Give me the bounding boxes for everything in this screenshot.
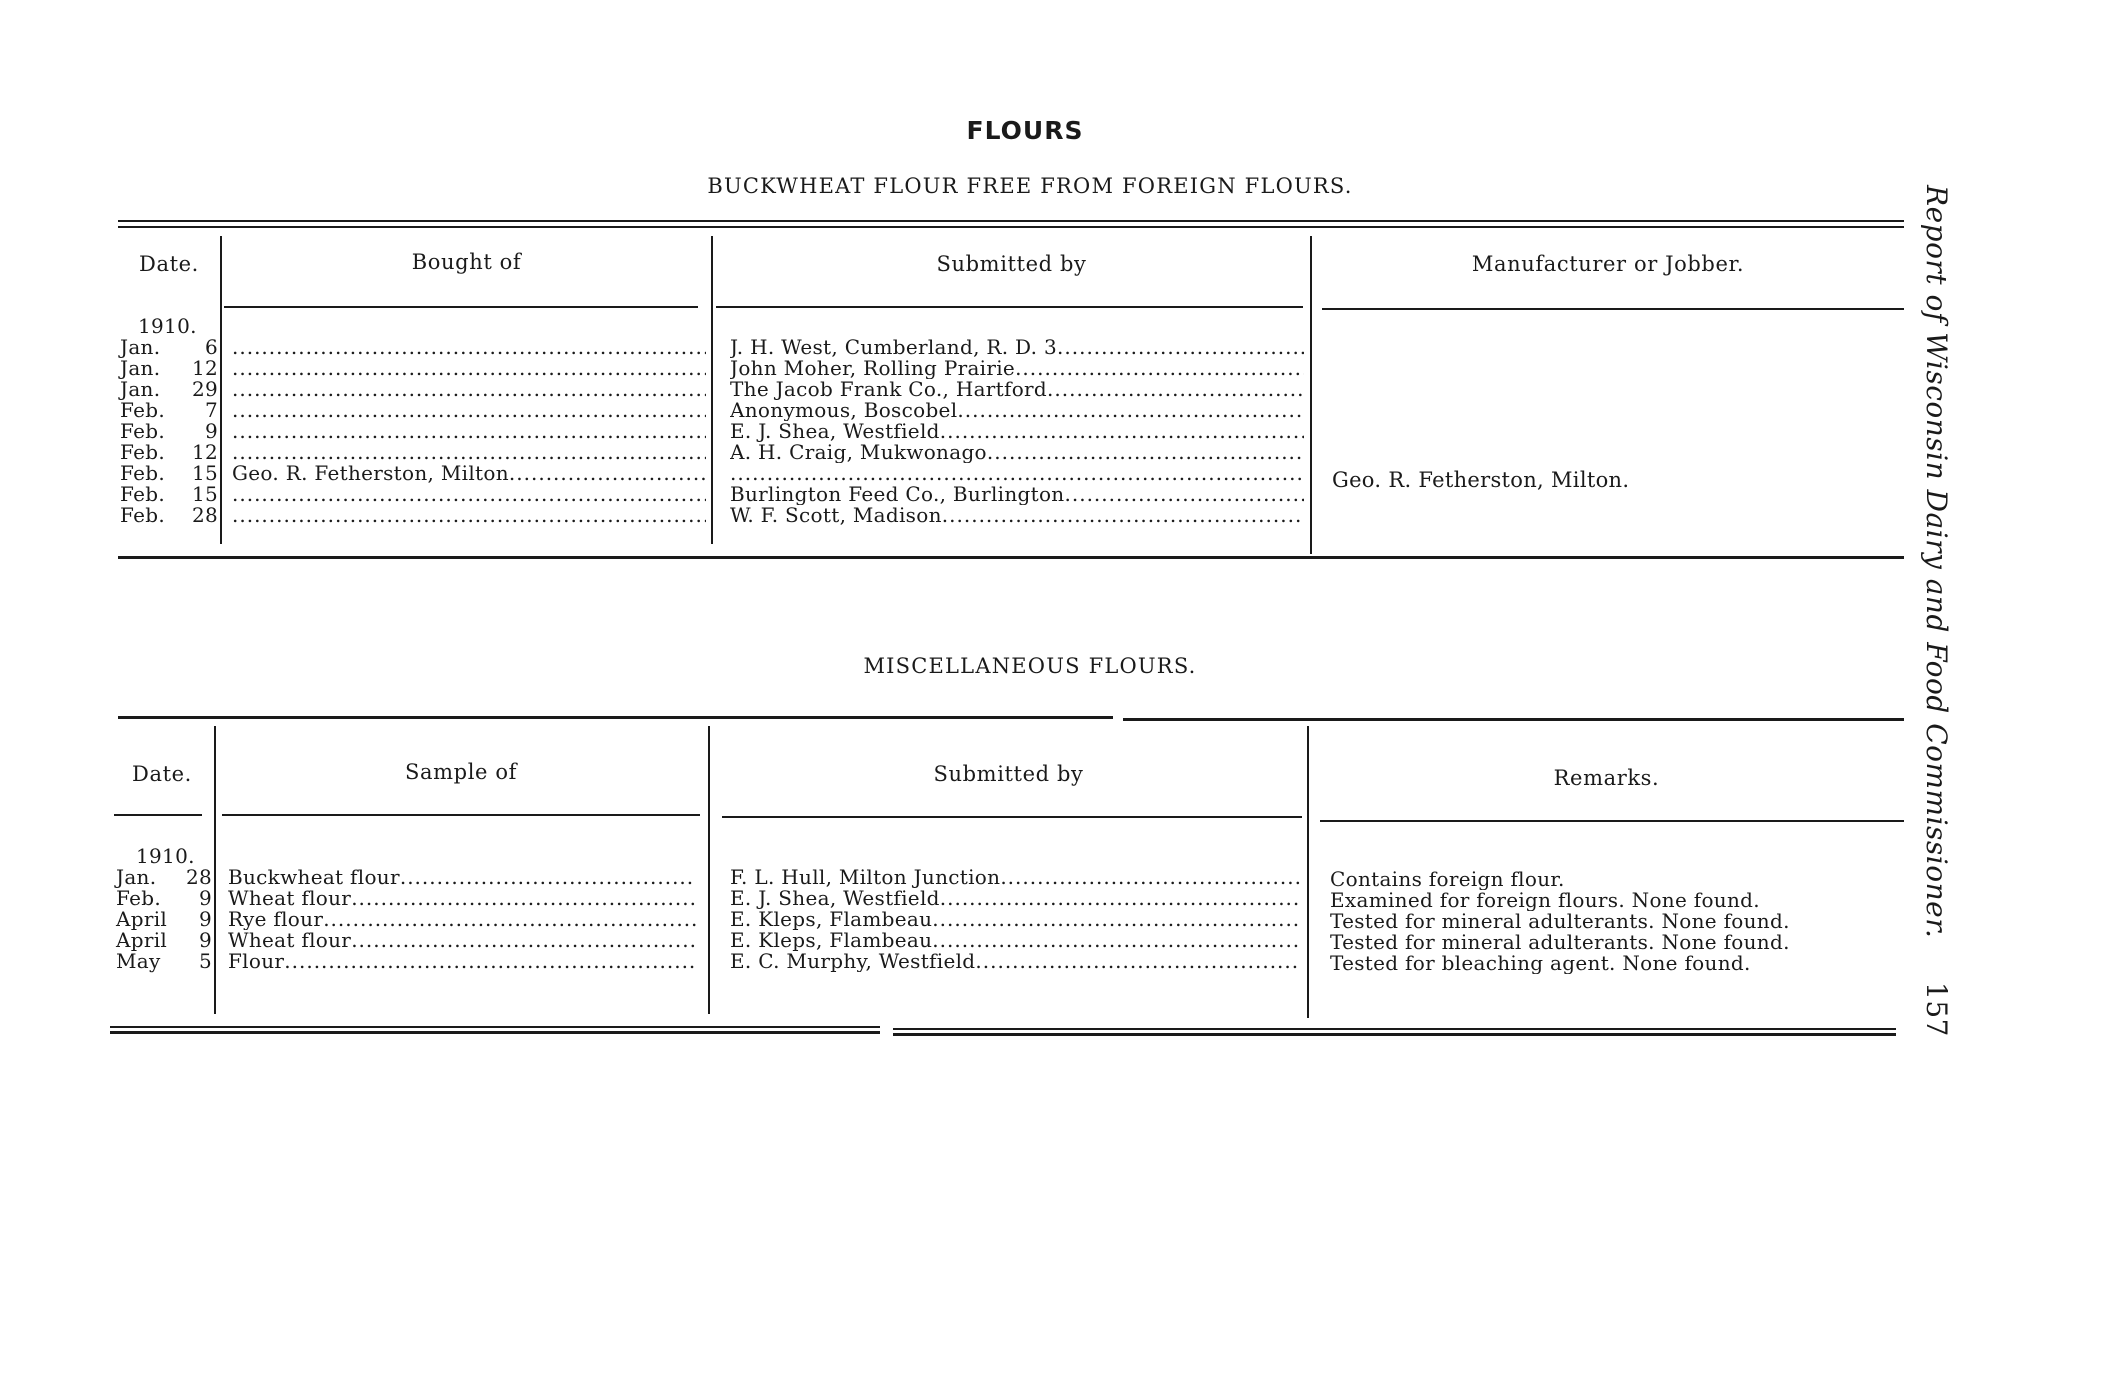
leader-dots — [1057, 337, 1304, 358]
misc-header-remarks: Remarks. — [1553, 766, 1660, 790]
leader-dots — [323, 909, 696, 930]
submitted-by-cell-text: E. J. Shea, Westfield — [730, 888, 940, 909]
bought-of-cell — [232, 379, 706, 400]
submitted-by-cell — [730, 951, 1300, 972]
leader-dots — [940, 888, 1300, 909]
date-day: 15 — [191, 461, 218, 485]
page-number: 157 — [1920, 982, 1953, 1038]
buckwheat-bottom-rule — [118, 556, 1904, 559]
date-day: 28 — [191, 503, 218, 527]
date-cell — [120, 358, 218, 379]
misc-header-submitted-by: Submitted by — [933, 762, 1084, 786]
misc-year: 1910. — [136, 844, 195, 868]
date-month: Feb. — [116, 886, 161, 910]
date-day: 12 — [191, 356, 218, 380]
leader-dots — [957, 400, 1304, 421]
date-cell — [120, 505, 218, 526]
leader-dots — [232, 442, 706, 463]
misc-remarks-column — [1330, 869, 1904, 974]
misc-bottom-rule-left-2 — [110, 1031, 880, 1034]
submitted-by-cell-text: The Jacob Frank Co., Hartford — [730, 379, 1048, 400]
buckwheat-divider-1 — [220, 236, 222, 544]
leader-dots — [730, 463, 1304, 484]
date-cell — [116, 867, 212, 888]
date-month: Feb. — [120, 440, 165, 464]
date-cell — [116, 888, 212, 909]
leader-dots — [232, 379, 706, 400]
date-month: Jan. — [120, 377, 161, 401]
leader-dots — [932, 930, 1300, 951]
submitted-by-cell-text: E. Kleps, Flambeau — [730, 930, 933, 951]
bought-of-cell-text: Geo. R. Fetherston, Milton — [232, 463, 509, 484]
leader-dots — [975, 951, 1300, 972]
buckwheat-date-column — [120, 337, 218, 526]
buckwheat-header-rule-bought — [224, 306, 698, 308]
submitted-by-cell-text: F. L. Hull, Milton Junction — [730, 867, 1001, 888]
misc-header-rule-remarks — [1320, 820, 1904, 822]
date-day: 15 — [191, 482, 218, 506]
sample-of-cell-text: Buckwheat flour — [228, 867, 400, 888]
leader-dots — [351, 888, 696, 909]
misc-top-rule-left — [118, 716, 1113, 719]
date-month: May — [116, 949, 161, 973]
bought-of-cell — [232, 484, 706, 505]
sample-of-cell — [228, 951, 696, 972]
leader-dots — [940, 421, 1304, 442]
date-month: Jan. — [120, 335, 161, 359]
date-month: Feb. — [120, 482, 165, 506]
sample-of-cell-text: Wheat flour — [228, 930, 352, 951]
date-cell — [116, 909, 212, 930]
misc-submitted-column — [730, 867, 1300, 972]
leader-dots — [942, 505, 1304, 526]
buckwheat-bought-column — [232, 337, 706, 526]
date-cell — [120, 484, 218, 505]
date-month: Feb. — [120, 398, 165, 422]
date-day: 9 — [198, 886, 212, 910]
date-month: April — [116, 928, 168, 952]
buckwheat-manufacturer-value: Geo. R. Fetherston, Milton. — [1332, 468, 1630, 492]
submitted-by-cell-text: John Moher, Rolling Prairie — [730, 358, 1016, 379]
date-day: 28 — [185, 865, 212, 889]
misc-date-column — [116, 867, 212, 972]
page-title: FLOURS — [966, 116, 1084, 145]
buckwheat-header-submitted-by: Submitted by — [936, 252, 1087, 276]
date-cell — [120, 463, 218, 484]
date-cell — [116, 951, 212, 972]
bought-of-cell — [232, 442, 706, 463]
buckwheat-divider-3 — [1310, 236, 1312, 554]
submitted-by-cell — [730, 379, 1304, 400]
running-head — [1920, 185, 1953, 1037]
submitted-by-cell — [730, 505, 1304, 526]
misc-header-rule-date — [114, 814, 202, 816]
submitted-by-cell-text: E. C. Murphy, Westfield — [730, 951, 976, 972]
buckwheat-header-rule-submitted — [716, 306, 1303, 308]
remarks-cell: Tested for mineral adulterants. None found. — [1330, 932, 1790, 953]
buckwheat-header-date: Date. — [139, 252, 199, 276]
date-day: 5 — [198, 949, 212, 973]
date-month: Jan. — [116, 865, 157, 889]
submitted-by-cell — [730, 442, 1304, 463]
misc-bottom-rule-left-1 — [110, 1026, 880, 1028]
buckwheat-header-rule-manufacturer — [1322, 308, 1904, 310]
bought-of-cell — [232, 358, 706, 379]
misc-header-sample-of: Sample of — [405, 760, 517, 784]
date-month: Feb. — [120, 461, 165, 485]
date-day: 9 — [198, 928, 212, 952]
submitted-by-cell-text: E. J. Shea, Westfield — [730, 421, 940, 442]
bought-of-cell — [232, 400, 706, 421]
misc-header-rule-submitted — [722, 816, 1302, 818]
leader-dots — [1000, 867, 1300, 888]
submitted-by-cell — [730, 463, 1304, 484]
misc-bottom-rule-right-2 — [893, 1033, 1896, 1036]
leader-dots — [232, 358, 706, 379]
running-head-title: Report of Wisconsin Dairy and Food Commissioner. — [1920, 185, 1953, 939]
sample-of-cell — [228, 909, 696, 930]
submitted-by-cell — [730, 421, 1304, 442]
date-day: 9 — [204, 419, 218, 443]
bought-of-cell — [232, 463, 706, 484]
buckwheat-top-rule-1 — [118, 220, 1904, 222]
submitted-by-cell-text: E. Kleps, Flambeau — [730, 909, 933, 930]
leader-dots — [232, 421, 706, 442]
misc-top-rule-right — [1123, 718, 1904, 721]
leader-dots — [232, 400, 706, 421]
submitted-by-cell — [730, 888, 1300, 909]
submitted-by-cell — [730, 484, 1304, 505]
remarks-cell: Tested for bleaching agent. None found. — [1330, 953, 1751, 974]
date-day: 29 — [191, 377, 218, 401]
date-day: 12 — [191, 440, 218, 464]
date-cell — [116, 930, 212, 951]
misc-table-title: MISCELLANEOUS FLOURS. — [863, 654, 1197, 678]
leader-dots — [1015, 358, 1304, 379]
submitted-by-cell-text: Burlington Feed Co., Burlington — [730, 484, 1065, 505]
sample-of-cell-text: Flour — [228, 951, 285, 972]
remarks-cell: Contains foreign flour. — [1330, 869, 1565, 890]
date-cell — [120, 421, 218, 442]
date-month: April — [116, 907, 168, 931]
submitted-by-cell — [730, 358, 1304, 379]
submitted-by-cell-text: Anonymous, Boscobel — [730, 400, 958, 421]
sample-of-cell — [228, 888, 696, 909]
buckwheat-header-manufacturer: Manufacturer or Jobber. — [1471, 252, 1745, 276]
leader-dots — [987, 442, 1304, 463]
buckwheat-header-bought-of: Bought of — [411, 250, 522, 274]
submitted-by-cell-text: W. F. Scott, Madison — [730, 505, 942, 526]
buckwheat-top-rule-2 — [118, 226, 1904, 228]
leader-dots — [232, 505, 706, 526]
bought-of-cell — [232, 337, 706, 358]
date-day: 9 — [198, 907, 212, 931]
bought-of-cell — [232, 505, 706, 526]
misc-sample-column — [228, 867, 696, 972]
leader-dots — [400, 867, 696, 888]
submitted-by-cell — [730, 400, 1304, 421]
buckwheat-divider-2 — [711, 236, 713, 544]
misc-header-date: Date. — [132, 762, 192, 786]
date-cell — [120, 442, 218, 463]
leader-dots — [1065, 484, 1305, 505]
submitted-by-cell-text: A. H. Craig, Mukwonago — [730, 442, 987, 463]
leader-dots — [351, 930, 696, 951]
bought-of-cell — [232, 421, 706, 442]
date-day: 6 — [204, 335, 218, 359]
date-day: 7 — [204, 398, 218, 422]
remarks-cell: Tested for mineral adulterants. None found. — [1330, 911, 1790, 932]
leader-dots — [232, 337, 706, 358]
submitted-by-cell — [730, 337, 1304, 358]
sample-of-cell-text: Wheat flour — [228, 888, 352, 909]
misc-header-rule-sample — [222, 814, 700, 816]
date-month: Feb. — [120, 419, 165, 443]
leader-dots — [509, 463, 706, 484]
submitted-by-cell — [730, 909, 1300, 930]
buckwheat-submitted-column — [730, 337, 1304, 526]
sample-of-cell-text: Rye flour — [228, 909, 324, 930]
date-cell — [120, 379, 218, 400]
date-month: Jan. — [120, 356, 161, 380]
submitted-by-cell-text: J. H. West, Cumberland, R. D. 3 — [730, 337, 1058, 358]
date-cell — [120, 400, 218, 421]
date-cell — [120, 337, 218, 358]
leader-dots — [1047, 379, 1304, 400]
date-month: Feb. — [120, 503, 165, 527]
submitted-by-cell — [730, 867, 1300, 888]
buckwheat-table-title: BUCKWHEAT FLOUR FREE FROM FOREIGN FLOURS. — [707, 174, 1353, 198]
buckwheat-year: 1910. — [138, 314, 197, 338]
sample-of-cell — [228, 867, 696, 888]
leader-dots — [932, 909, 1300, 930]
remarks-cell: Examined for foreign flours. None found. — [1330, 890, 1760, 911]
misc-bottom-rule-right-1 — [893, 1028, 1896, 1030]
submitted-by-cell — [730, 930, 1300, 951]
leader-dots — [232, 484, 706, 505]
sample-of-cell — [228, 930, 696, 951]
leader-dots — [284, 951, 696, 972]
